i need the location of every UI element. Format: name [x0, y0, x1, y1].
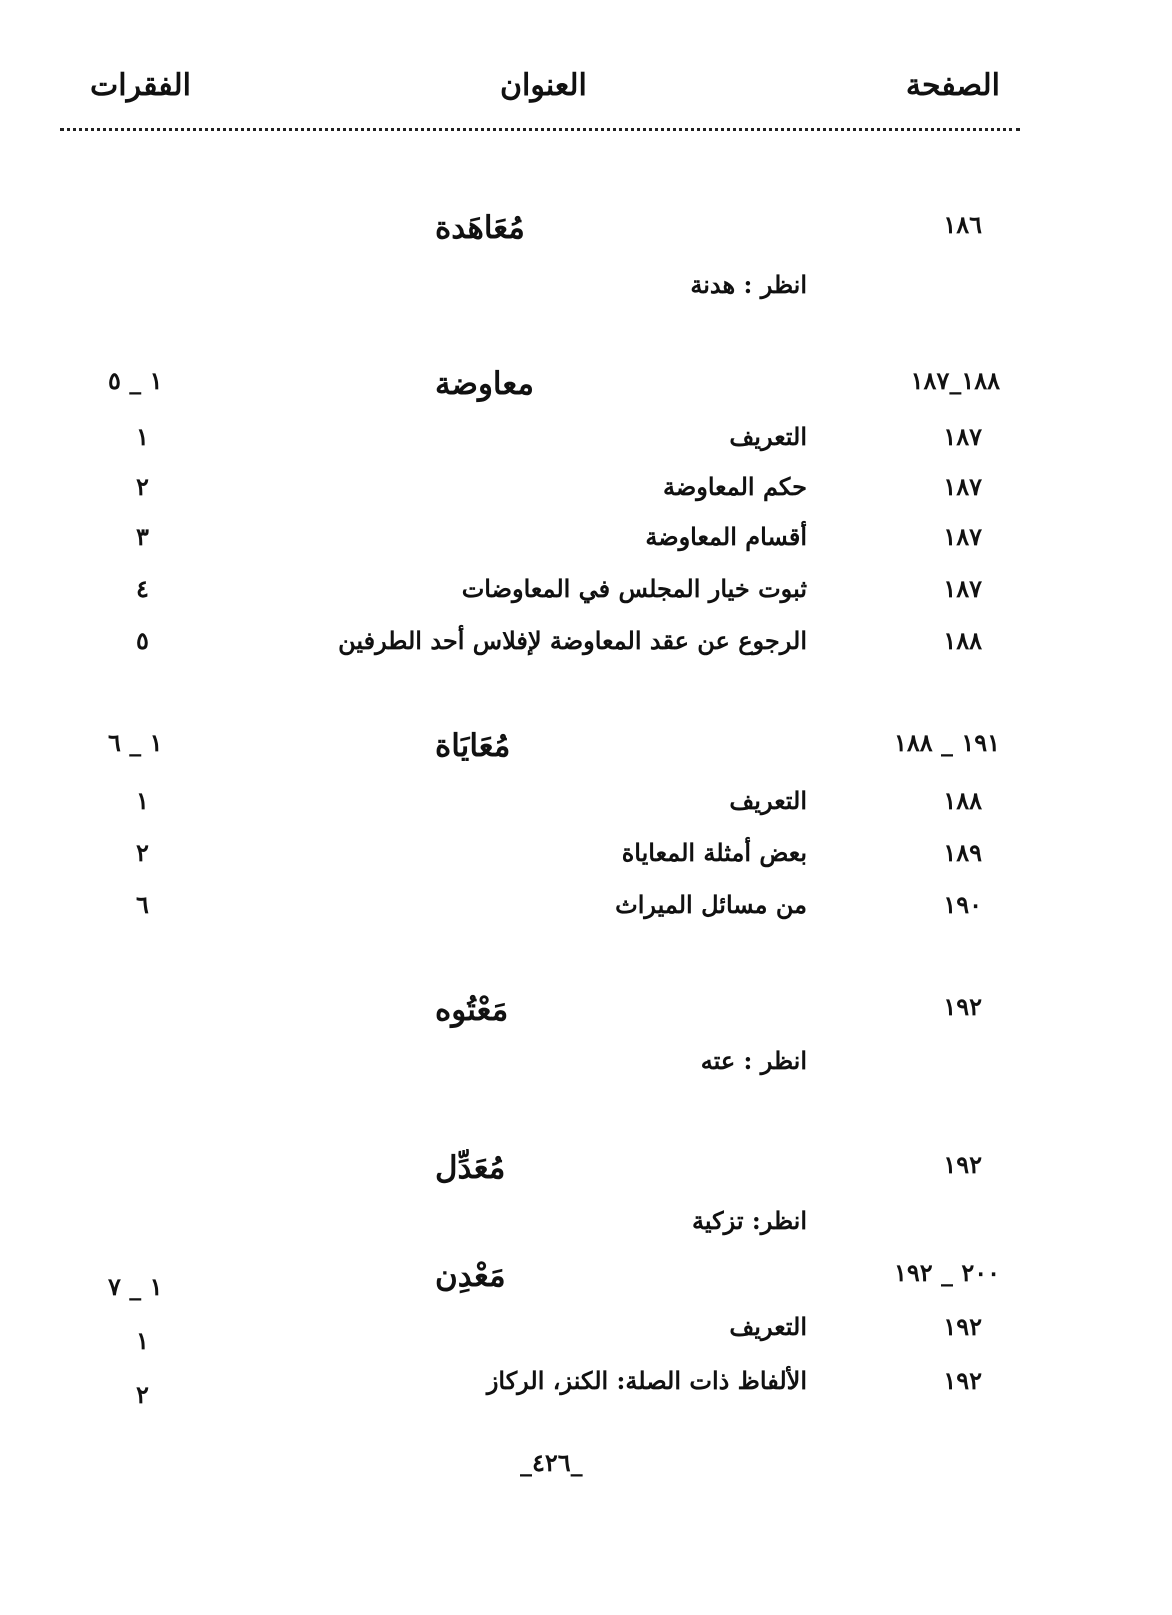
subentry-row: [0, 1312, 1172, 1356]
see-also-row: [0, 1206, 1172, 1250]
subentry-text: أقسام المعاوضة: [645, 522, 807, 551]
subentry-paragraph: ٢: [136, 472, 149, 501]
subentry-page: ١٨٧: [943, 574, 982, 603]
entry-page: ١٩٢: [943, 1150, 982, 1179]
entry-page-range: ١٩١ _ ١٨٨: [893, 728, 1000, 757]
entry-heading-row: [0, 728, 1172, 772]
column-header-title: العنوان: [500, 68, 587, 103]
column-header-page: الصفحة: [905, 68, 1000, 103]
see-also-text: انظر : عته: [700, 1046, 807, 1075]
entry-paragraph-range: ١ _ ٦: [108, 728, 163, 757]
see-also-text: انظر: تزكية: [692, 1206, 807, 1235]
entry-heading: مَعْتُوه: [435, 992, 509, 1028]
subentry-paragraph: ٥: [136, 626, 149, 655]
page-number: _٤٢٦_: [520, 1448, 583, 1477]
subentry-page: ١٨٧: [943, 422, 982, 451]
subentry-row: [0, 422, 1172, 466]
subentry-paragraph: ٢: [136, 1380, 149, 1409]
subentry-page: ١٩٠: [943, 890, 982, 919]
subentry-page: ١٩٢: [943, 1312, 982, 1341]
entry-page: ١٨٦: [943, 210, 982, 239]
subentry-page: ١٨٨: [943, 626, 982, 655]
subentry-row: [0, 574, 1172, 618]
subentry-page: ١٨٧: [943, 522, 982, 551]
entry-paragraph-range: ١ _ ٥: [108, 366, 163, 395]
subentry-row: [0, 472, 1172, 516]
entry-paragraph-range: ١ _ ٧: [108, 1272, 163, 1301]
see-also-text: انظر : هدنة: [690, 270, 807, 299]
entry-page-range: ٢٠٠ _ ١٩٢: [893, 1258, 1000, 1287]
entry-page-range: ١٨٨_١٨٧: [910, 366, 1000, 395]
subentry-row: [0, 890, 1172, 934]
entry-heading-row: [0, 366, 1172, 410]
subentry-row: [0, 838, 1172, 882]
entry-heading: مُعَايَاة: [435, 728, 511, 764]
subentry-text: حكم المعاوضة: [663, 472, 807, 501]
subentry-text: التعريف: [729, 422, 807, 451]
subentry-paragraph: ١: [136, 422, 149, 451]
entry-heading: مُعَدِّل: [435, 1150, 506, 1186]
entry-heading: معاوضة: [435, 366, 534, 402]
subentry-paragraph: ٦: [136, 890, 149, 919]
subentry-row: [0, 786, 1172, 830]
subentry-text: الرجوع عن عقد المعاوضة لإفلاس أحد الطرفين: [338, 626, 807, 655]
entry-heading: مُعَاهَدة: [435, 210, 525, 246]
subentry-text: ثبوت خيار المجلس في المعاوضات: [461, 574, 807, 603]
see-also-row: [0, 1046, 1172, 1090]
subentry-paragraph: ٣: [136, 522, 149, 551]
entry-heading-row: [0, 210, 1172, 254]
see-also-row: [0, 270, 1172, 314]
subentry-paragraph: ٤: [136, 574, 149, 603]
subentry-page: ١٩٢: [943, 1366, 982, 1395]
subentry-page: ١٨٩: [943, 838, 982, 867]
subentry-text: التعريف: [729, 1312, 807, 1341]
subentry-paragraph: ١: [136, 1326, 149, 1355]
header-divider: [60, 128, 1020, 131]
subentry-text: بعض أمثلة المعاياة: [621, 838, 807, 867]
subentry-paragraph: ٢: [136, 838, 149, 867]
subentry-page: ١٨٨: [943, 786, 982, 815]
subentry-row: [0, 626, 1172, 670]
entry-heading-row: [0, 1150, 1172, 1194]
subentry-row: [0, 1366, 1172, 1410]
column-header-paragraphs: الفقرات: [90, 68, 191, 103]
entry-heading: مَعْدِن: [435, 1258, 506, 1294]
subentry-row: [0, 522, 1172, 566]
entry-page: ١٩٢: [943, 992, 982, 1021]
subentry-text: التعريف: [729, 786, 807, 815]
subentry-text: الألفاظ ذات الصلة: الكنز، الركاز: [486, 1366, 807, 1395]
subentry-paragraph: ١: [136, 786, 149, 815]
entry-heading-row: [0, 992, 1172, 1036]
entry-heading-row: [0, 1258, 1172, 1302]
subentry-page: ١٨٧: [943, 472, 982, 501]
subentry-text: من مسائل الميراث: [615, 890, 807, 919]
